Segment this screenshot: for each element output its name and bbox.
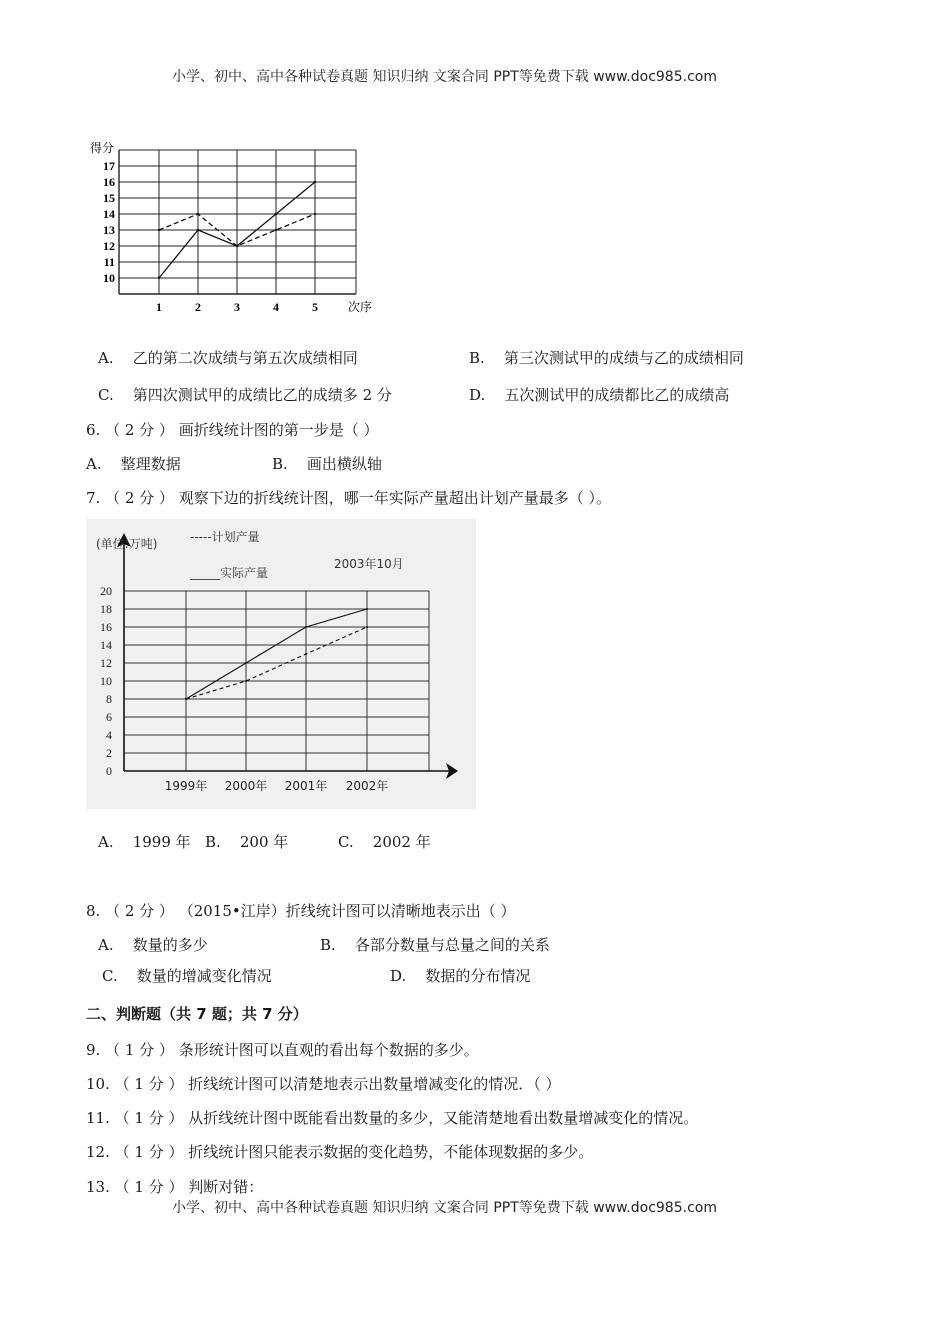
y-tick-label: 16 [100, 620, 112, 634]
date-note: 2003年10月 [334, 557, 404, 571]
y-tick-label: 14 [100, 638, 112, 652]
y-tick-label: 12 [100, 656, 112, 670]
series-point-dashed [197, 213, 199, 215]
q5-option-c[interactable]: C. 第四次测试甲的成绩比乙的成绩多 2 分 [98, 386, 392, 404]
q12-item: 12. （ 1 分 ） 折线统计图只能表示数据的变化趋势，不能体现数据的多少。 [86, 1143, 594, 1161]
legend-plan: -----计划产量 [190, 530, 260, 544]
y-tick-label: 14 [103, 207, 115, 221]
legend-actual: _____实际产量 [190, 566, 269, 580]
y-tick-label: 2 [106, 746, 112, 760]
series-point-实际产量 [245, 662, 247, 664]
series-point-计划产量 [305, 653, 307, 655]
y-tick-label: 0 [106, 764, 112, 778]
series-point-dashed [158, 229, 160, 231]
q9-item: 9. （ 1 分 ） 条形统计图可以直观的看出每个数据的多少。 [86, 1041, 479, 1059]
y-axis-label: 得分 [90, 141, 115, 155]
q6-option-b[interactable]: B. 画出横纵轴 [272, 455, 382, 473]
production-line-chart [86, 519, 476, 809]
q5-option-d[interactable]: D. 五次测试甲的成绩都比乙的成绩高 [469, 386, 730, 404]
chart-background [86, 519, 476, 809]
x-tick-label: 2002年 [345, 779, 389, 793]
y-tick-label: 13 [103, 223, 115, 237]
x-tick-label: 1 [156, 300, 162, 314]
series-point-dashed [314, 213, 316, 215]
x-tick-label: 2 [195, 300, 201, 314]
section-2-title: 二、判断题（共 7 题；共 7 分） [86, 1005, 308, 1023]
x-tick-label: 2001年 [284, 779, 328, 793]
x-axis-label: 次序 [348, 300, 373, 314]
q8-stem: 8. （ 2 分 ） （2015•江岸）折线统计图可以清晰地表示出（ ） [86, 902, 516, 920]
y-tick-label: 15 [103, 191, 115, 205]
series-point-实际产量 [366, 608, 368, 610]
series-point-solid [314, 181, 316, 183]
y-tick-label: 18 [100, 602, 112, 616]
x-tick-label: 4 [273, 300, 279, 314]
series-point-solid [275, 213, 277, 215]
series-point-实际产量 [305, 626, 307, 628]
q10-item: 10. （ 1 分 ） 折线统计图可以清楚地表示出数量增减变化的情况．（ ） [86, 1075, 561, 1093]
series-point-计划产量 [245, 680, 247, 682]
unit-label: (单位:万吨) [96, 537, 158, 551]
series-point-dashed [236, 245, 238, 247]
q8-option-d[interactable]: D. 数据的分布情况 [390, 967, 531, 985]
q6-stem: 6. （ 2 分 ） 画折线统计图的第一步是（ ） [86, 421, 379, 439]
q13-item: 13. （ 1 分 ） 判断对错： [86, 1178, 264, 1196]
q5-option-b[interactable]: B. 第三次测试甲的成绩与乙的成绩相同 [469, 349, 744, 367]
y-tick-label: 20 [100, 584, 112, 598]
series-point-solid [158, 277, 160, 279]
page-header: 小学、初中、高中各种试卷真题 知识归纳 文案合同 PPT等免费下载 www.doc985.com [172, 69, 717, 85]
series-point-计划产量 [366, 626, 368, 628]
y-tick-label: 12 [103, 239, 115, 253]
q6-option-a[interactable]: A. 整理数据 [86, 455, 181, 473]
page-footer: 小学、初中、高中各种试卷真题 知识归纳 文案合同 PPT等免费下载 www.doc985.com [172, 1200, 717, 1216]
q7-option-c[interactable]: C. 2002 年 [338, 833, 431, 851]
series-point-dashed [275, 229, 277, 231]
q11-item: 11. （ 1 分 ） 从折线统计图中既能看出数量的多少，又能清楚地看出数量增减变化的情况。 [86, 1109, 699, 1127]
x-tick-label: 2000年 [224, 779, 268, 793]
y-tick-label: 11 [103, 255, 115, 269]
x-tick-label: 5 [312, 300, 318, 314]
y-tick-label: 6 [106, 710, 112, 724]
y-tick-label: 17 [103, 159, 115, 173]
q7-option-a[interactable]: A. 1999 年 [98, 833, 191, 851]
x-tick-label: 1999年 [164, 779, 208, 793]
series-point-solid [197, 229, 199, 231]
q7-option-b[interactable]: B. 200 年 [205, 833, 289, 851]
series-point-计划产量 [185, 698, 187, 700]
y-tick-label: 8 [106, 692, 112, 706]
q7-stem: 7. （ 2 分 ） 观察下边的折线统计图，哪一年实际产量超出计划产量最多（ ）。 [86, 489, 611, 507]
y-tick-label: 10 [103, 271, 115, 285]
q5-option-a[interactable]: A. 乙的第二次成绩与第五次成绩相同 [98, 349, 358, 367]
q8-option-c[interactable]: C. 数量的增减变化情况 [102, 967, 272, 985]
q8-option-b[interactable]: B. 各部分数量与总量之间的关系 [320, 936, 550, 954]
score-line-chart [86, 138, 386, 320]
x-tick-label: 3 [234, 300, 240, 314]
y-tick-label: 10 [100, 674, 112, 688]
q8-option-a[interactable]: A. 数量的多少 [98, 936, 208, 954]
y-tick-label: 4 [106, 728, 112, 742]
y-tick-label: 16 [103, 175, 115, 189]
